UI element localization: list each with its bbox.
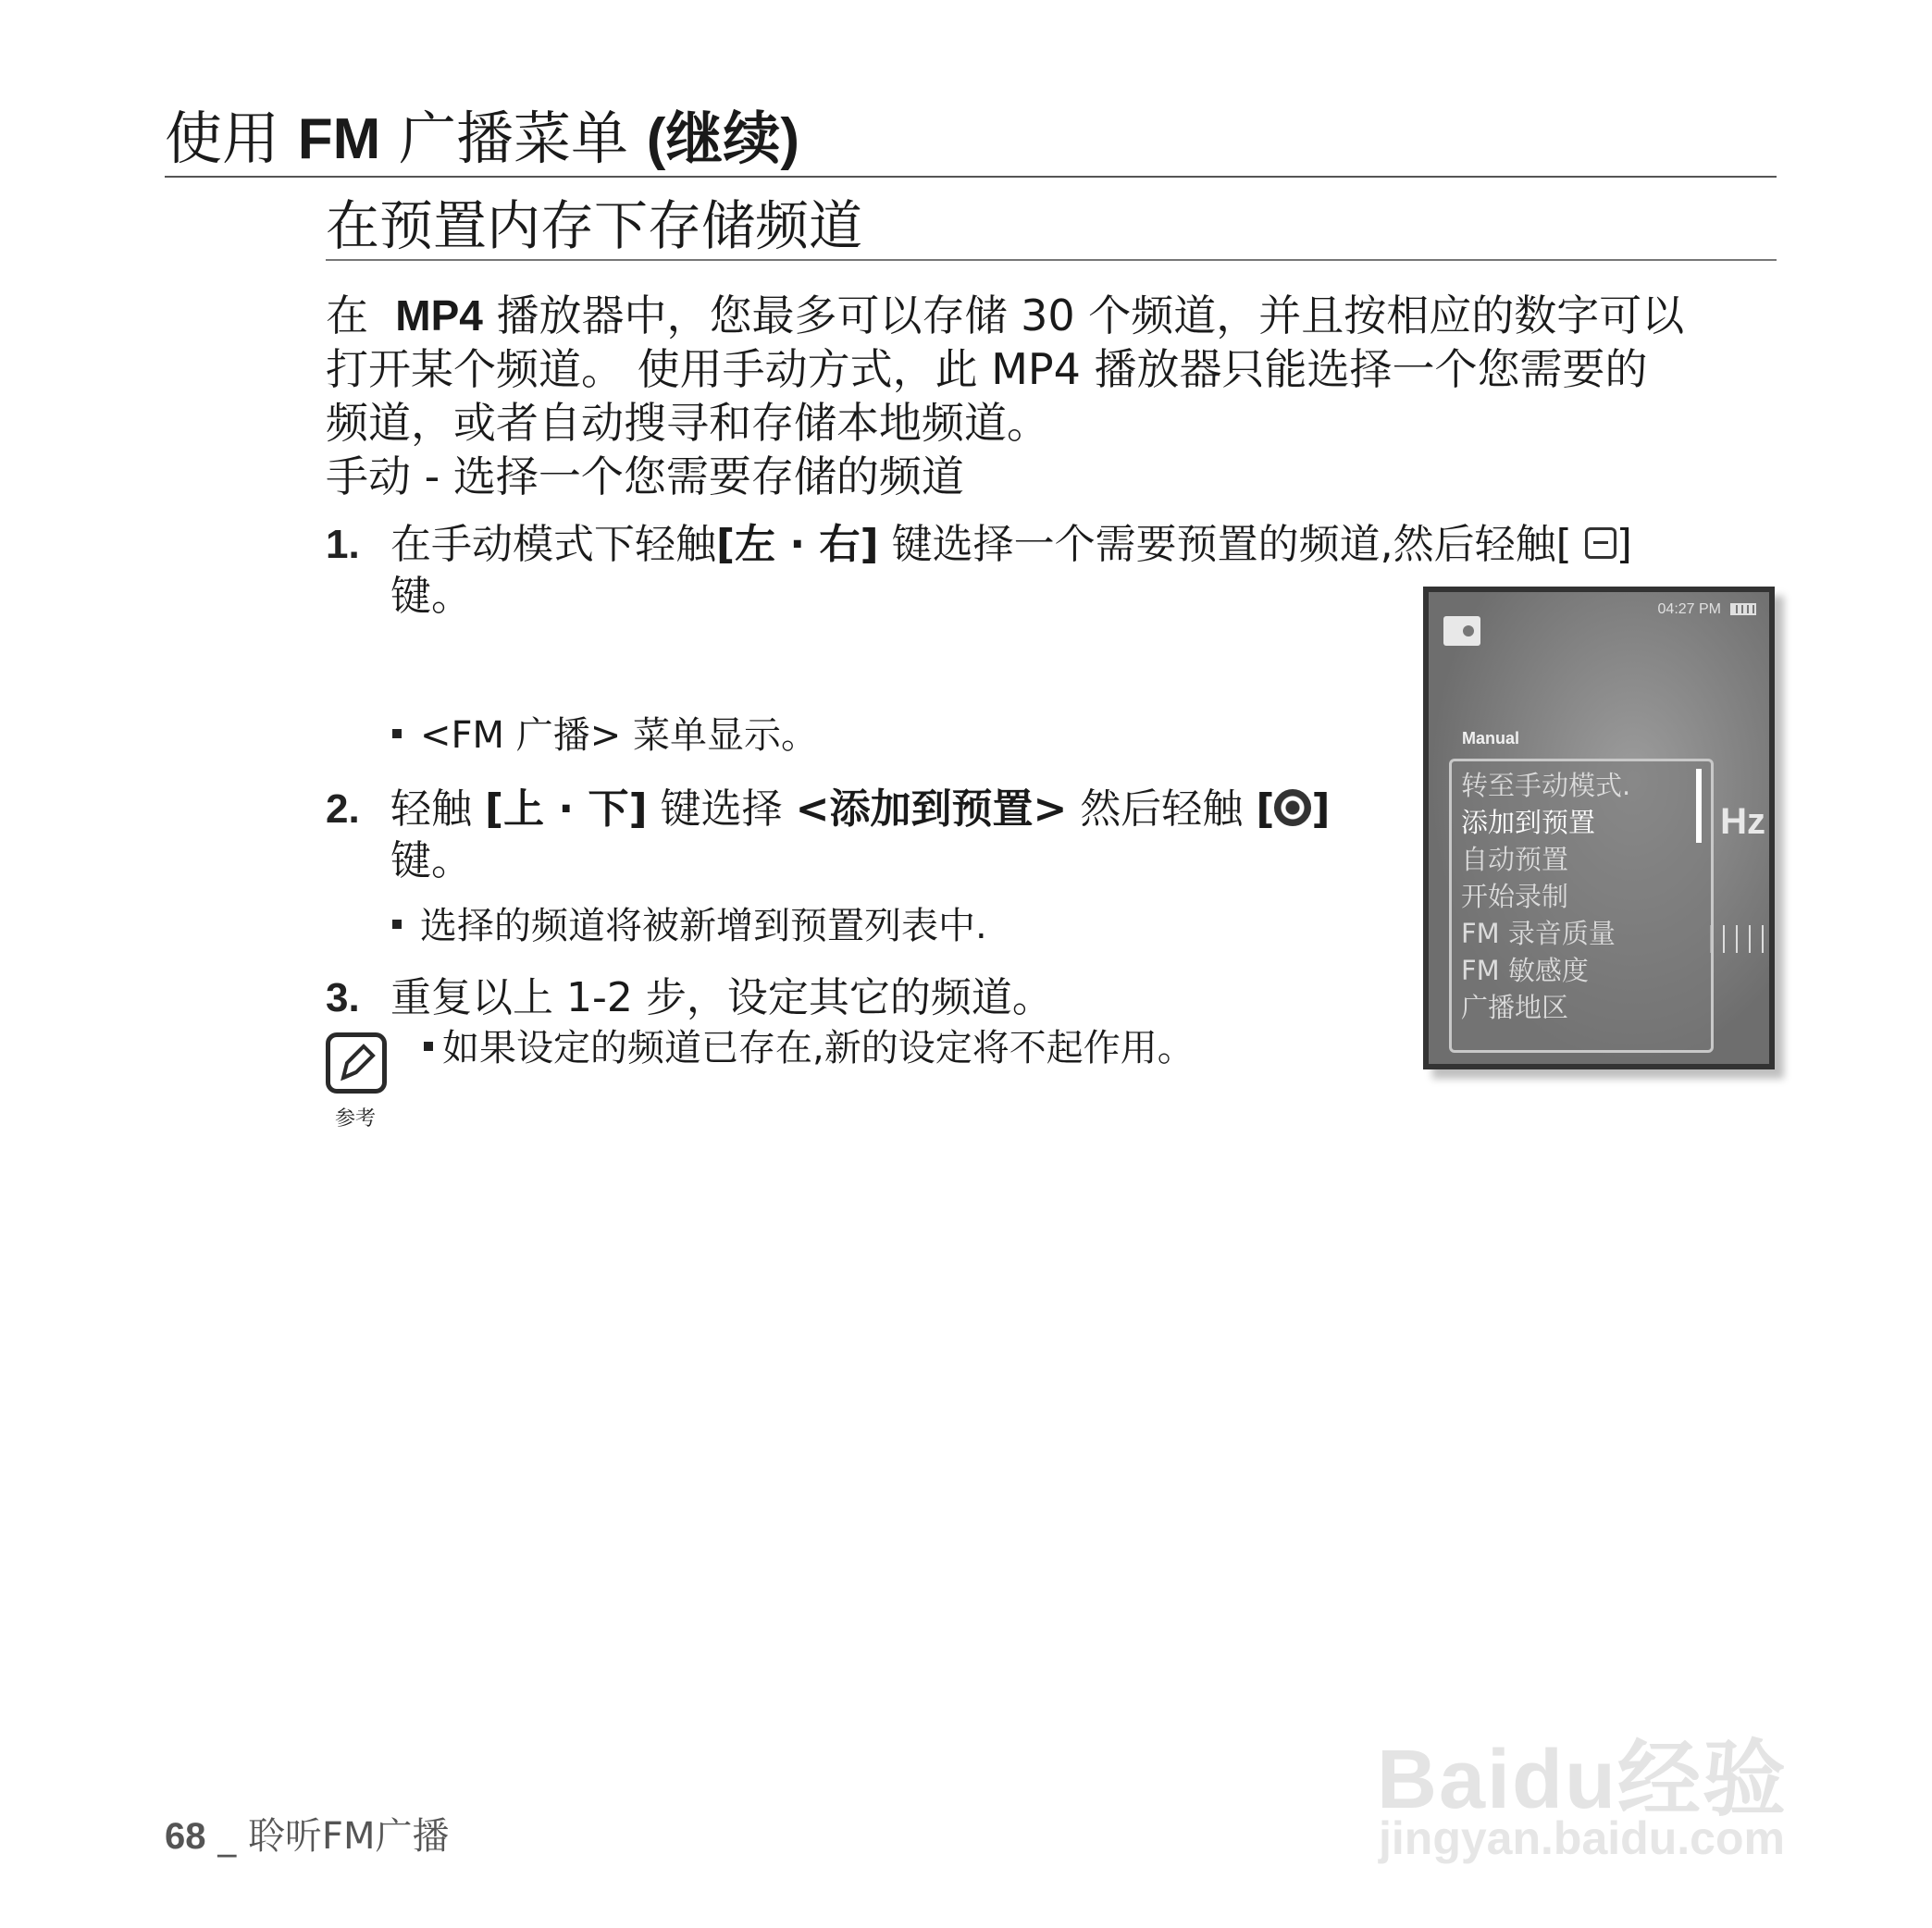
menu-item-auto-preset[interactable]: 自动预置: [1461, 844, 1569, 875]
title-prefix: 使用: [165, 105, 280, 172]
intro-line-3: 频道，或者自动搜寻和存储本地频道。: [326, 398, 1049, 448]
section-rule: [326, 259, 1777, 261]
step-2-bullet-text: 选择的频道将被新增到预置列表中.: [420, 905, 987, 947]
title-suffix: (继续): [646, 107, 800, 171]
step-2-text-d: [: [1256, 785, 1275, 833]
intro-line-1: [326, 289, 1788, 342]
intro-line-4: 手动 - 选择一个您需要存储的频道: [326, 451, 964, 501]
step-2-bullet: [392, 903, 987, 949]
step-1-key: [左 · 右]: [716, 521, 879, 568]
step-3-number: 3.: [326, 975, 360, 1020]
watermark-brand: Baidu经验: [1377, 1734, 1789, 1826]
menu-item-fm-region[interactable]: 广播地区: [1461, 992, 1569, 1023]
step-1-text-c: ]: [1616, 521, 1632, 568]
menu-item-fm-sensitivity[interactable]: FM 敏感度: [1461, 955, 1589, 986]
step-2-text-a: 轻触: [390, 785, 472, 833]
battery-icon: [1730, 603, 1756, 615]
title-fm: FM: [297, 107, 381, 171]
step-2-key: [上 · 下]: [485, 785, 648, 833]
intro-line1-mp4: MP4: [395, 291, 483, 340]
note-text-body: 如果设定的频道已存在,新的设定将不起作用。: [442, 1027, 1195, 1069]
intro-line1-b: 播放器中，您最多可以存储 30 个频道，并且按相应的数字可以: [496, 290, 1685, 340]
menu-item-manual-mode[interactable]: 转至手动模式.: [1461, 770, 1631, 801]
baidu-watermark: [1377, 1647, 1821, 1869]
menu-item-start-recording[interactable]: 开始录制: [1461, 881, 1569, 912]
intro-line-2: 打开某个频道。 使用手动方式，此 MP4 播放器只能选择一个您需要的: [326, 344, 1648, 394]
step-2-number: 2.: [326, 786, 360, 832]
title-mid: 广播菜单: [398, 105, 628, 172]
step-2-text-c: 然后轻触: [1080, 785, 1244, 833]
bullet-square-icon: [392, 729, 402, 738]
device-screenshot: [1423, 587, 1775, 1069]
mode-label: Manual: [1462, 729, 1520, 748]
bullet-square-icon: [424, 1042, 433, 1051]
title-rule: [165, 176, 1777, 178]
menu-key-icon: [1585, 527, 1616, 559]
step-3-text: 重复以上 1-2 步，设定其它的频道。: [390, 974, 1053, 1021]
frequency-unit: Hz: [1720, 801, 1765, 842]
tuner-scale: [1710, 925, 1765, 953]
step-1-bullet-text: <FM 广播> 菜单显示。: [420, 714, 818, 757]
intro-line1-a: 在: [326, 290, 368, 340]
select-key-icon: [1274, 789, 1311, 826]
radio-icon: [1443, 616, 1480, 646]
device-screen: [1429, 592, 1769, 1064]
page-number: 68: [165, 1816, 206, 1857]
step-1-text: [390, 518, 1632, 572]
chapter-name: 聆听FM广播: [247, 1815, 450, 1858]
page-footer: [165, 1813, 449, 1860]
note-pencil-icon: [326, 1032, 387, 1094]
step-1-number: 1.: [326, 522, 360, 567]
menu-scrollbar[interactable]: [1696, 769, 1702, 843]
note-text: [424, 1025, 1195, 1071]
fm-menu: [1449, 759, 1714, 1053]
step-2-text-e: ]: [1311, 785, 1331, 833]
watermark-url: jingyan.baidu.com: [1379, 1812, 1785, 1864]
step-1-text-a: 在手动模式下轻触: [390, 521, 716, 568]
step-1-bullet: [392, 712, 818, 759]
step-2-line-2: 键。: [390, 837, 472, 884]
footer-separator: _: [217, 1815, 237, 1858]
step-2-text-b: 键选择: [660, 785, 783, 833]
step-2-text: [390, 783, 1331, 836]
section-title: 在预置内存下存储频道: [326, 194, 863, 257]
page-title: [165, 102, 799, 177]
step-2-menu-name: <添加到预置>: [795, 785, 1068, 833]
step-1-text-b: 键选择一个需要预置的频道,然后轻触[: [891, 521, 1572, 568]
menu-item-fm-rec-quality[interactable]: FM 录音质量: [1461, 918, 1616, 949]
menu-item-add-preset[interactable]: 添加到预置: [1461, 807, 1596, 838]
note-label: 参考: [335, 1107, 377, 1131]
step-1-line-2: 键。: [390, 573, 472, 620]
bullet-square-icon: [392, 920, 402, 929]
device-clock: 04:27 PM: [1657, 601, 1721, 617]
